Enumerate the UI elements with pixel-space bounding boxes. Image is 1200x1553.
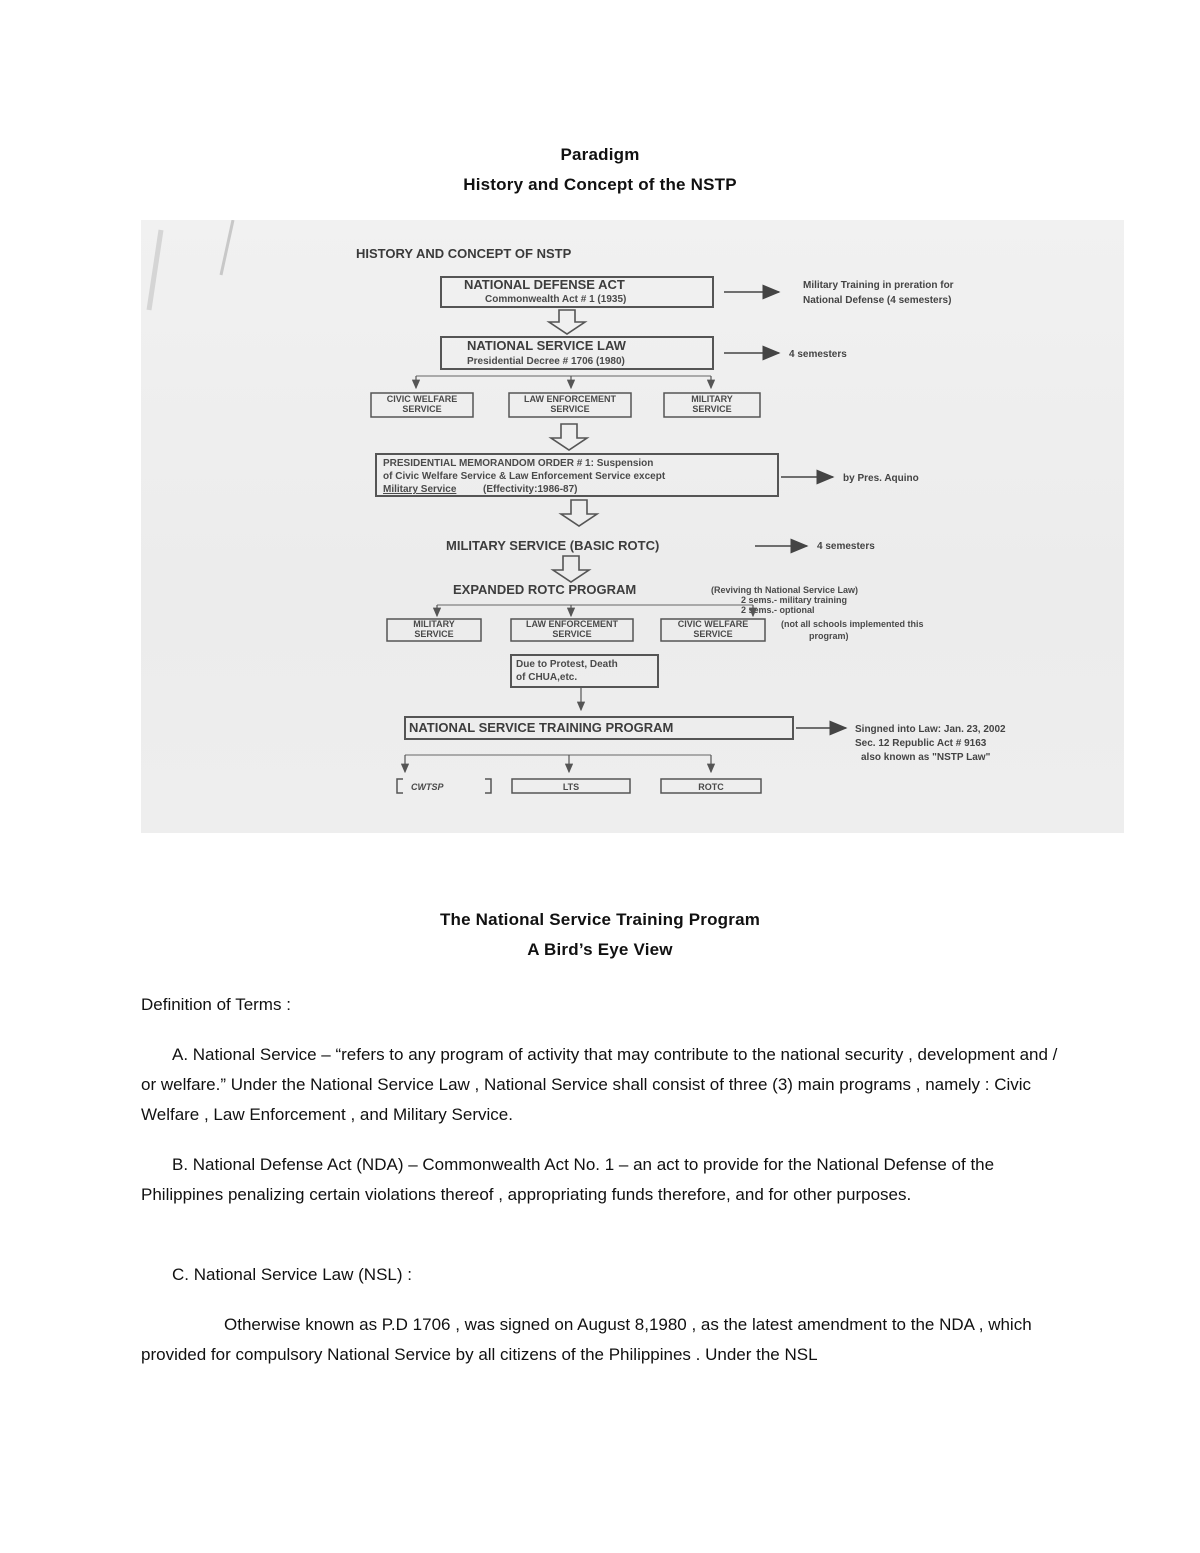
definition-c-heading: C. National Service Law (NSL) :	[172, 1265, 412, 1284]
nstp-note-1: Singned into Law: Jan. 23, 2002	[855, 724, 1006, 735]
protest-line-1: Due to Protest, Death	[516, 659, 618, 670]
page-title: Paradigm	[560, 145, 640, 164]
definition-heading: Definition of Terms :	[141, 995, 291, 1014]
nstp-branch-rotc: ROTC	[698, 782, 724, 792]
pmo-line-1: PRESIDENTIAL MEMORANDOM ORDER # 1: Suspension	[383, 458, 654, 469]
flow-arrow-icon	[553, 556, 589, 582]
scan-smudge	[221, 220, 233, 275]
definition-b: B. National Defense Act (NDA) – Commonwealth Act No. 1 – an act to provide for the National Defense of the Philippines penalizing certain violations thereof , appropriating funds therefore, and for other purposes.	[141, 1155, 995, 1204]
exp-branch-military-line1: MILITARY	[413, 619, 455, 629]
nstp-history-diagram	[141, 220, 1124, 833]
expanded-title: EXPANDED ROTC PROGRAM	[453, 582, 637, 597]
nsl-branch-law-line1: LAW ENFORCEMENT	[524, 394, 616, 404]
nstp-note-2: Sec. 12 Republic Act # 9163	[855, 738, 987, 749]
flow-arrow-icon	[551, 424, 587, 450]
section-subtitle: A Bird’s Eye View	[527, 940, 673, 959]
nsl-branch-law-line2: SERVICE	[550, 404, 590, 414]
definition-a: A. National Service – “refers to any program of activity that may contribute to the national security , development and / or welfare.” Under the National Service Law , National Service shall consist of three (3) main programs , namely : Civic Welfare , Law Enforcement , and Military Service.	[141, 1045, 1058, 1124]
flow-arrow-icon	[549, 310, 585, 334]
expanded-note-2: 2 sems.- military training	[741, 595, 848, 605]
protest-line-2: of CHUA,etc.	[516, 672, 578, 683]
scan-smudge	[149, 230, 161, 310]
definition-c-text: Otherwise known as P.D 1706 , was signed on August 8,1980 , as the latest amendment to the NDA , which provided for compulsory National Service by all citizens of the Philippines . Under the NSL	[141, 1315, 1032, 1364]
nsl-branch-military-line2: SERVICE	[692, 404, 732, 414]
nstp-note-3: also known as "NSTP Law"	[861, 752, 991, 763]
nda-title: NATIONAL DEFENSE ACT	[464, 277, 625, 292]
expanded-note-1: (Reviving th National Service Law)	[711, 585, 859, 595]
exp-branch-law-line1: LAW ENFORCEMENT	[526, 619, 618, 629]
nstp-branch-lts: LTS	[562, 782, 580, 792]
nsl-branch-military-line1: MILITARY	[691, 394, 733, 404]
nda-note-2: National Defense (4 semesters)	[803, 295, 952, 306]
pmo-line-3b: (Effectivity:1986-87)	[483, 484, 578, 495]
nstp-branch-cwtsp: CWTSP	[411, 782, 444, 792]
exp-branch-civic-line2: SERVICE	[693, 629, 733, 639]
exp-note-2: program)	[809, 631, 849, 641]
nsl-note: 4 semesters	[789, 349, 847, 360]
pmo-line-2: of Civic Welfare Service & Law Enforcement Service except	[383, 471, 666, 482]
pmo-note: by Pres. Aquino	[843, 473, 919, 484]
diagram-title: HISTORY AND CONCEPT OF NSTP	[356, 246, 572, 261]
nsl-branch-civic-line1: CIVIC WELFARE	[386, 394, 458, 404]
section-title: The National Service Training Program	[439, 910, 761, 929]
nstp-title: NATIONAL SERVICE TRAINING PROGRAM	[409, 720, 674, 735]
exp-branch-law-line2: SERVICE	[552, 629, 592, 639]
pmo-line-3a: Military Service	[383, 484, 457, 495]
flow-arrow-icon	[561, 500, 597, 526]
exp-branch-military-line2: SERVICE	[414, 629, 454, 639]
rotc-note: 4 semesters	[817, 541, 875, 552]
nsl-branch-civic-line2: SERVICE	[402, 404, 442, 414]
page-subtitle: History and Concept of the NSTP	[463, 175, 737, 194]
exp-note-1: (not all schools implemented this	[781, 619, 924, 629]
exp-branch-civic-line1: CIVIC WELFARE	[677, 619, 749, 629]
nda-note-1: Military Training in preration for	[803, 280, 954, 291]
nsl-sub: Presidential Decree # 1706 (1980)	[467, 356, 625, 367]
nsl-title: NATIONAL SERVICE LAW	[467, 338, 626, 353]
expanded-note-3: 2 sems.- optional	[741, 605, 815, 615]
diagram-svg	[141, 220, 1124, 833]
nda-sub: Commonwealth Act # 1 (1935)	[485, 294, 627, 305]
rotc-title: MILITARY SERVICE (BASIC ROTC)	[446, 538, 660, 553]
